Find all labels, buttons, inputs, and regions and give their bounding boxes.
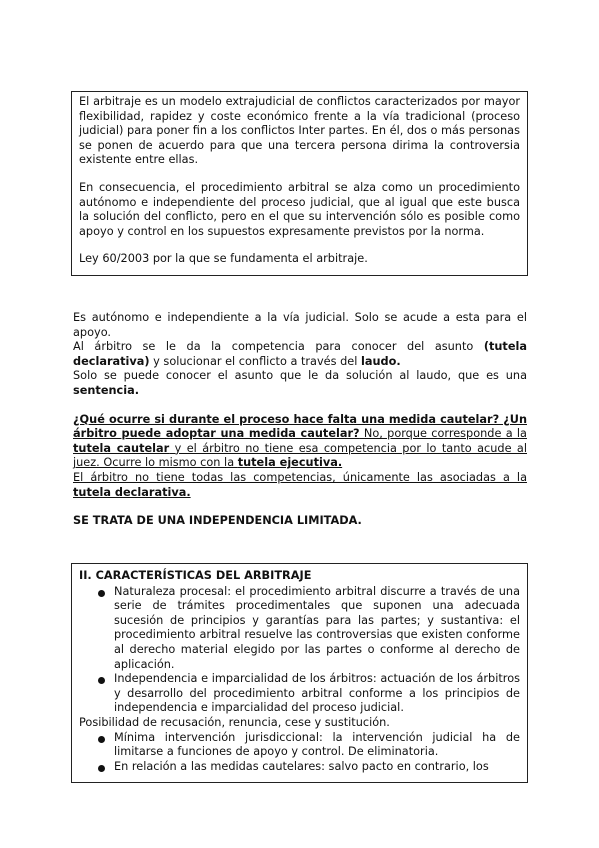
spacer [73, 399, 527, 413]
question-paragraph [73, 413, 527, 471]
answer-bold: tutela cautelar [73, 441, 170, 455]
list-item-text: En relación a las medidas cautelares: salvo pacto en contrario, los [114, 759, 489, 773]
intro-paragraph-3: Ley 60/2003 por la que se fundamenta el arbitraje. [79, 252, 368, 266]
list-item-text: Mínima intervención jurisdiccional: la intervención judicial ha de limitarse a funciones de apoyo y control. De eliminatoria. [114, 730, 520, 759]
body-text-span: Al árbitro se le da la competencia para conocer del asunto [73, 340, 484, 354]
intro-paragraph-2: En consecuencia, el procedimiento arbitral se alza como un procedimiento autónomo e independiente del proceso judicial, que al igual que este busca la solución del conflicto, pero en el que su intervención sólo es posible como apoyo y control en los supuestos expresamente previstos por la norma. [79, 180, 520, 238]
answer-text: y el árbitro no tiene esa competencia por lo tanto acude al juez. Ocurre lo mismo con la [73, 441, 527, 470]
bullet-icon [98, 590, 105, 597]
competence-paragraph [73, 471, 527, 500]
body-bold-span: laudo. [360, 354, 401, 368]
body-paragraph-1: Es autónomo e independiente a la vía judicial. Solo se acude a esta para el apoyo. [73, 311, 527, 339]
section-heading: II. CARACTERÍSTICAS DEL ARBITRAJE [79, 569, 312, 582]
question-bold: ¿Qué ocurre si durante el proceso hace falta una medida cautelar? ¿Un árbitro puede adoptar una medida cautelar? [73, 412, 527, 441]
body-text-span: y solucionar el conflicto a través del [149, 354, 361, 368]
bullet-icon [98, 677, 105, 684]
competence-bold: tutela declarativa. [73, 485, 191, 499]
list-item [79, 731, 520, 760]
bullet-icon [98, 765, 105, 772]
list-item [79, 760, 520, 775]
body-text-span: Solo se puede conocer el asunto que le da solución al laudo, que es una [73, 369, 527, 383]
body-paragraph-3 [73, 369, 527, 398]
answer-bold: tutela ejecutiva. [237, 456, 343, 470]
bullet-icon [98, 736, 105, 743]
list-item-text: Naturaleza procesal: el procedimiento arbitral discurre a través de una serie de trámites procedimentales que suponen una adecuada sucesión de principios y garantías para las partes; y sustantiva: el procedimiento arbitral resuelve las controversias que existen conforme al derecho material elegido por las partes o conforme al derecho de aplicación. [114, 584, 520, 671]
spacer [73, 500, 527, 514]
conclusion-heading [73, 514, 527, 529]
body-text [73, 311, 527, 529]
intro-box [71, 91, 528, 276]
body-bold-span: (tutela declarativa) [73, 340, 527, 368]
characteristics-box [71, 563, 528, 783]
characteristics-list [79, 585, 520, 716]
list-item [79, 585, 520, 673]
intro-paragraph-1: El arbitraje es un modelo extrajudicial de conflictos caracterizados por mayor flexibilidad, rapidez y coste económico frente a la vía tradicional (proceso judicial) para poner fin a los conflictos Inter partes. En él, dos o más personas se ponen de acuerdo para que una tercera persona dirima la controversia existente entre ellas. [79, 95, 520, 167]
body-bold-span: sentencia. [73, 383, 140, 397]
conclusion-text: SE TRATA DE UNA INDEPENDENCIA LIMITADA. [73, 514, 362, 528]
body-paragraph-2 [73, 340, 527, 369]
characteristics-list-2 [79, 731, 520, 775]
list-item [79, 672, 520, 716]
list-item-text: Independencia e imparcialidad de los árbitros: actuación de los árbitros y desarrollo del procedimiento arbitral conforme a los principios de independencia e imparcialidad del proceso judicial. [114, 672, 520, 715]
competence-text: El árbitro no tiene todas las competencias, únicamente las asociadas a la [73, 470, 527, 484]
plain-line: Posibilidad de recusación, renuncia, cese y sustitución. [79, 715, 390, 729]
answer-text: No, porque corresponde a la [359, 427, 527, 441]
